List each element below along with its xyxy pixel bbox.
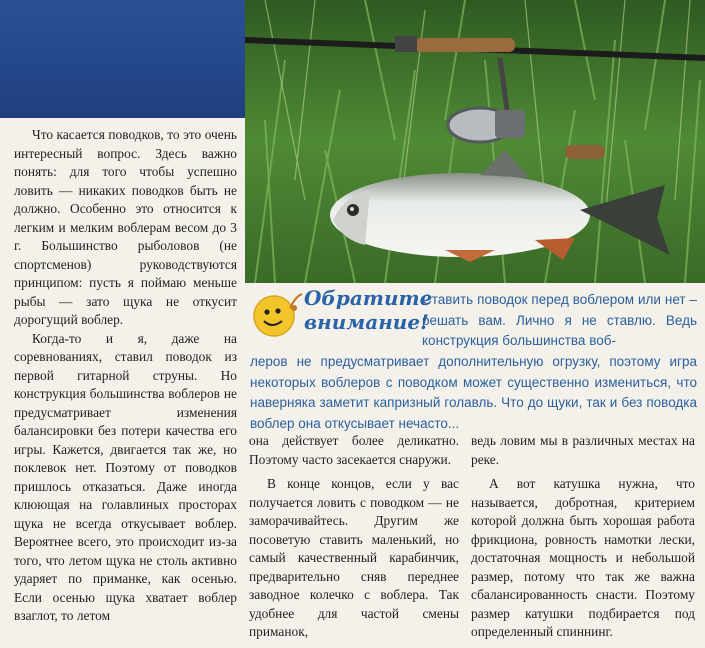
callout-title: Обратите внимание! — [304, 286, 433, 334]
left-paragraph-2: Когда-то и я, даже на соревнованиях, ставил поводок из первой гитарной струны. Но конструкция большинства воблеров не предусматривает изменения балансировки без потери качества его игры. Кажется, двигается так же, но поклевок нет. Поэтому от поводков пришлось отказаться. Даже иногда клюющая на голавлиных просторах щука не всегда откусывает воблер. Вероятнее всего, это происходит из-за того, что летом щука не столь активно ударяет по приманке, как осенью. Если осенью щука хватает воблер взаглот, то летом — [14, 330, 237, 623]
left-text-column — [14, 126, 237, 626]
right-paragraph-2: А вот катушка нужна, что называется, добротная, критерием которой должна быть хорошая работа фрикциона, ровность намотки лески, достаточная мощность и небольшой размер, потому что так же важна сбалансированность снасти. Поэтому размер катушки подбирается под определенный спиннинг. — [471, 476, 695, 639]
chub-on-grass-photo — [245, 0, 705, 283]
attention-callout — [250, 284, 697, 431]
middle-paragraph-2: В конце концов, если у вас получается ловить с поводком — не заморачивайтесь. Другим же посоветую ставить маленький, но самый качественный карабинчик, предварительно сняв переднее заводное колечко с воблера. Так удобнее для частой смены приманок, — [249, 476, 459, 639]
middle-text-column — [249, 432, 459, 648]
callout-text-rest: леров не предусматривает дополнительную огрузку, поэтому игра некоторых воблеров с поводком может существенно измениться, что наверняка заметит капризный голавль. Что до щуки, так и без поводка воблер она откусывает нечасто... — [250, 354, 697, 431]
right-text-column — [471, 432, 695, 648]
decorative-blue-band — [0, 0, 245, 118]
right-paragraph-1: ведь ловим мы в различных местах на реке. — [471, 433, 695, 467]
left-paragraph-1: Что касается поводков, то это очень интересный вопрос. Здесь важно понять: для того чтобы успешно ловить — никаких поводков быть не должно. Особенно это относится к легким и мелким воблерам весом до 3 г. Большинство рыболовов (не спортсменов) руководствуются принципом: пусть я поймаю меньше рыбы — зато щука не откусит дорогущий воблер. — [14, 127, 237, 327]
middle-paragraph-1: она действует более деликатно. Поэтому часто засекается снаружи. — [249, 433, 459, 467]
callout-text-top: Ставить поводок перед воблером или нет – решать вам. Лично я не ставлю. Ведь конструкция большинства воб- — [422, 292, 697, 348]
